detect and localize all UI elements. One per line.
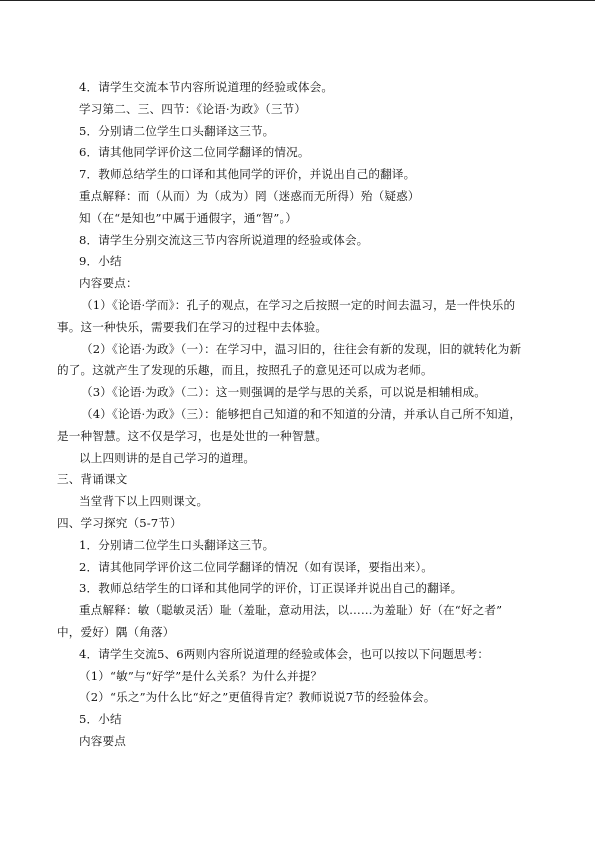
part-4-heading: 四、学习探究（5-7节） bbox=[57, 515, 182, 530]
point-1-cont-line: 事。这一种快乐，需要我们在学习的过程中去体验。 bbox=[57, 319, 328, 334]
point-3-line: （3）《论语·为政》（二）：这一则强调的是学与思的关系，可以说是相辅相成。 bbox=[81, 385, 486, 400]
document-body bbox=[57, 77, 547, 753]
explore-step-3-line: 3．教师总结学生的口译和其他同学的评价，订正误译并说出自己的翻译。 bbox=[79, 581, 463, 596]
point-4-line: （4）《论语·为政》（三）：能够把自己知道的和不知道的分清，并承认自己所不知道， bbox=[81, 406, 522, 421]
step-9-line: 9．小结 bbox=[79, 254, 122, 269]
explore-content-points-label: 内容要点 bbox=[79, 733, 126, 748]
explore-step-1-line: 1．分别请二位学生口头翻译这三节。 bbox=[79, 537, 275, 552]
content-points-label: 内容要点： bbox=[79, 276, 138, 291]
part-3-heading: 三、背诵课文 bbox=[57, 472, 128, 487]
recite-line: 当堂背下以上四则课文。 bbox=[79, 494, 209, 509]
key-explanation-cont-line: 知（在“是知也”中属于通假字，通“智”。） bbox=[79, 210, 298, 225]
question-2-line: （2）“乐之”为什么比“好之”更值得肯定？教师说说7节的经验体会。 bbox=[79, 690, 436, 705]
explore-key-line: 重点解释：敏（聪敏灵活）耻（羞耻，意动用法，以……为羞耻）好（在“好之者” bbox=[79, 603, 503, 618]
header-rule bbox=[0, 0, 595, 1]
question-1-line: （1）“敏”与“好学”是什么关系？为什么并提？ bbox=[79, 668, 323, 683]
point-2-cont-line: 的了。这就产生了发现的乐趣，而且，按照孔子的意见还可以成为老师。 bbox=[57, 363, 433, 378]
step-8-line: 8．请学生分别交流这三节内容所说道理的经验或体会。 bbox=[79, 232, 369, 247]
explore-step-4-line: 4．请学生交流5、6两则内容所说道理的经验或体会，也可以按以下问题思考： bbox=[79, 646, 490, 661]
explore-step-5-line: 5．小结 bbox=[79, 712, 122, 727]
step-7-line: 7．教师总结学生的口译和其他同学的评价，并说出自己的翻译。 bbox=[79, 167, 416, 182]
summary-line: 以上四则讲的是自己学习的道理。 bbox=[79, 450, 256, 465]
point-2-line: （2）《论语·为政》（一）：在学习中，温习旧的，往往会有新的发现，旧的就转化为新 bbox=[81, 341, 522, 356]
explore-key-cont-line: 中，爱好）隅（角落） bbox=[57, 624, 175, 639]
section-heading-line: 学习第二、三、四节：《论语·为政》（三节） bbox=[79, 101, 307, 116]
step-4-line: 4．请学生交流本节内容所说道理的经验或体会。 bbox=[79, 80, 334, 94]
explore-step-2-line: 2．请其他同学评价这二位同学翻译的情况（如有误译，要指出来）。 bbox=[79, 559, 434, 574]
key-explanation-line: 重点解释：而（从而）为（成为）罔（迷惑而无所得）殆（疑惑） bbox=[79, 188, 420, 203]
step-5-line: 5．分别请二位学生口头翻译这三节。 bbox=[79, 123, 275, 138]
point-1-line: （1）《论语·学而》：孔子的观点，在学习之后按照一定的时间去温习，是一件快乐的 bbox=[81, 297, 516, 312]
step-6-line: 6．请其他同学评价这二位同学翻译的情况。 bbox=[79, 145, 310, 160]
point-4-cont-line: 是一种智慧。这不仅是学习，也是处世的一种智慧。 bbox=[57, 428, 328, 443]
